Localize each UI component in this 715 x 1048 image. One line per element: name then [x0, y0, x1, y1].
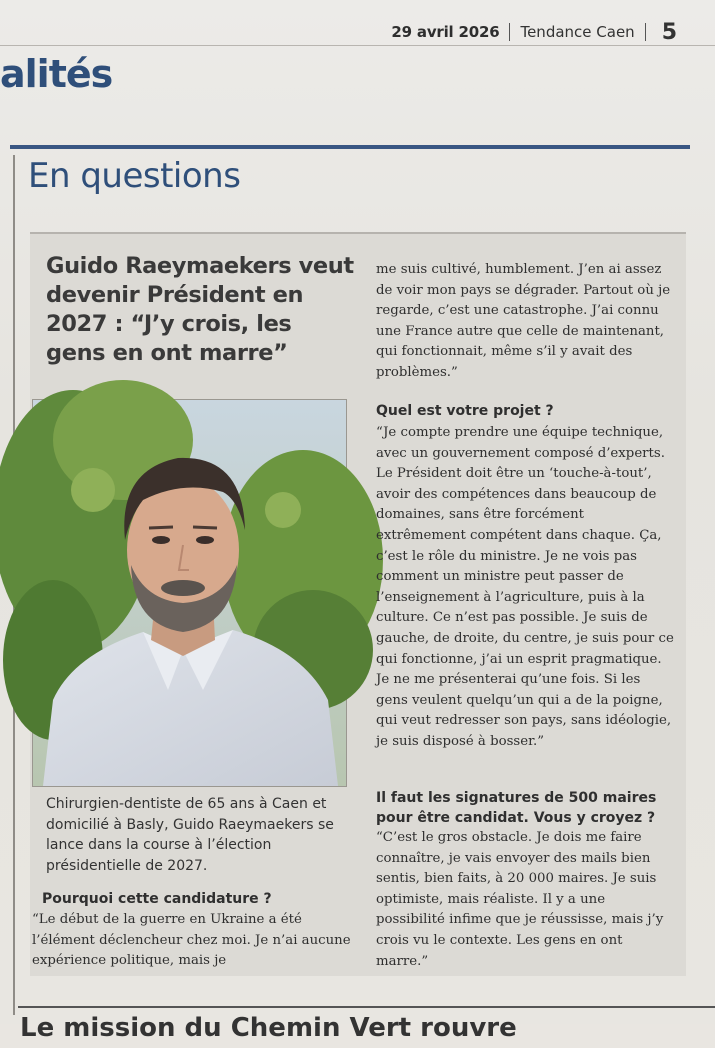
- answer-1: “Le début de la guerre en Ukraine a été l’élément déclencheur chez moi. Je n’ai aucune expérience politique, mais je: [32, 912, 351, 969]
- answer-2: “Je compte prendre une équipe technique, avec un gouvernement composé d’experts. Le Président doit être un ‘touche-à-tout’, avoir des compétences dans beaucoup de domaines, sans être forcément extrêmement compétent dans chaque. Ça, c’est le rôle du ministre. Je ne vois pas comment un ministre peut passer de l’enseignement à l’agriculture, puis à la culture. Ce n’est pas possible. Je suis de gauche, de droite, du centre, je suis pour ce qui fonctionne, j’ai un esprit pragmatique. Je ne me présenterai qu’une fois. Si les gens veulent quelqu’un qui a de la poigne, qui veut redresser son pays, sans idéologie, je suis disposé à bosser.”: [376, 425, 674, 749]
- next-article-headline: Le mission du Chemin Vert rouvre: [20, 1013, 517, 1043]
- portrait-photo: [32, 399, 347, 787]
- section-rule: [10, 145, 690, 149]
- folio-divider: [645, 23, 646, 41]
- photo-caption: Chirurgien-dentiste de 65 ans à Caen et domicilié à Basly, Guido Raeymaekers se lance dans la course à l’élection présidentielle de 2027.: [46, 796, 334, 874]
- question-1: Pourquoi cette candidature ?: [42, 891, 272, 907]
- page-folio: [391, 18, 677, 46]
- issue-date: 29 avril 2026: [391, 23, 500, 41]
- header-rule: [0, 45, 715, 46]
- folio-divider: [509, 23, 510, 41]
- question-3: Il faut les signatures de 500 maires pour être candidat. Vous y croyez ?: [376, 790, 657, 826]
- article-headline: Guido Raeymaekers veut devenir Président en 2027 : “J’y crois, les gens en ont marre”: [46, 253, 354, 366]
- answer-3: “C’est le gros obstacle. Je dois me faire connaître, je vais envoyer des mails bien sentis, bien faits, à 20 000 maires. Je suis optimiste, mais réaliste. Il y a une possibilité infime que je réussisse, mais j’y crois vu le contexte. Les gens en ont marre.”: [376, 830, 664, 969]
- publication-name: Tendance Caen: [520, 23, 635, 41]
- question-2: Quel est votre projet ?: [376, 403, 554, 419]
- section-title: alités: [0, 52, 113, 96]
- article-box: [30, 232, 686, 976]
- rubric-title: En questions: [28, 156, 241, 196]
- answer-1-continued: me suis cultivé, humblement. J’en ai assez de voir mon pays se dégrader. Partout où je regarde, c’est une catastrophe. J’ai connu une France autre que celle de maintenant, qui fonctionnait, même s’il y avait des problèmes.”: [376, 262, 671, 380]
- page-number: 5: [661, 19, 677, 45]
